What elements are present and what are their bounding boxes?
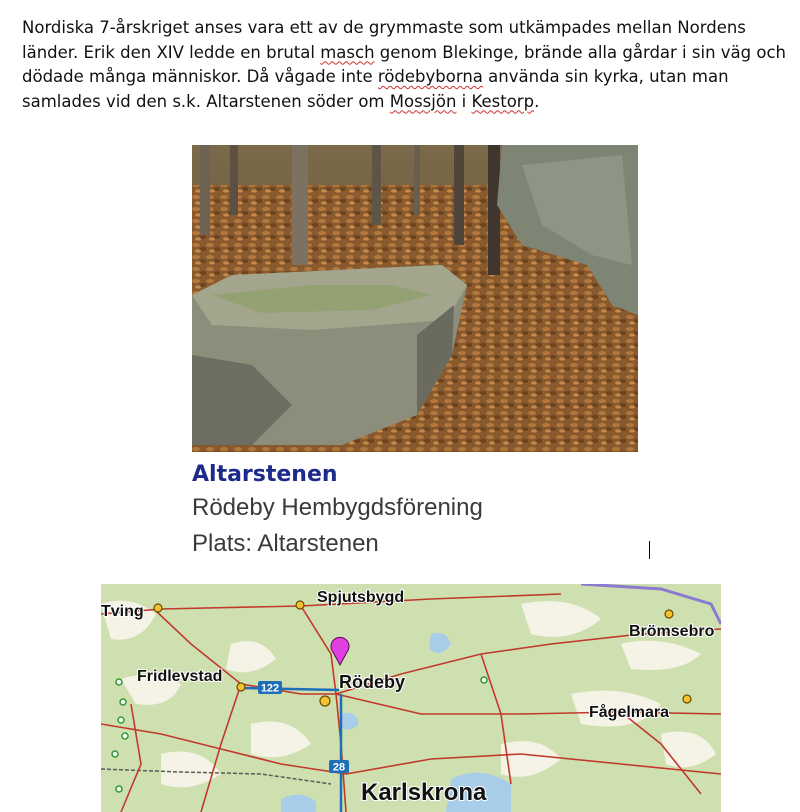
map-label-karlskrona: Karlskrona — [361, 779, 487, 806]
photo-caption-title[interactable]: Altarstenen — [192, 462, 338, 487]
misspelled-word[interactable]: Kestorp — [471, 91, 535, 111]
misspelled-word[interactable]: masch — [320, 42, 375, 62]
road-number-122: 122 — [260, 682, 280, 695]
photo-caption-organization: Rödeby Hembygdsförening — [192, 494, 483, 521]
text-cursor — [649, 541, 650, 559]
paragraph-text: i — [456, 91, 472, 111]
article-paragraph — [22, 16, 792, 114]
map-label-fagelmara: Fågelmara — [589, 704, 670, 721]
location-map[interactable] — [101, 584, 721, 812]
map-label-fridlevstad: Fridlevstad — [137, 668, 223, 685]
map-label-bromsebro: Brömsebro — [629, 623, 715, 640]
photo-caption-place: Plats: Altarstenen — [192, 530, 379, 557]
paragraph-text: använda sin kyrka, utan man samlades vid den s.k. Altarstenen söder om — [22, 67, 729, 111]
paragraph-text: . — [534, 91, 540, 111]
paragraph-text: genom Blekinge, brände alla gårdar i sin väg och dödade många människor. Då vågade inte — [22, 42, 786, 86]
road-number-28: 28 — [332, 761, 346, 774]
map-label-rodeby: Rödeby — [339, 672, 406, 692]
map-label-spjutsbygd: Spjutsbygd — [317, 589, 405, 606]
photo-illustration — [192, 145, 638, 452]
map-canvas — [101, 584, 721, 812]
misspelled-word[interactable]: Mossjön — [389, 91, 457, 111]
altarstenen-photo[interactable] — [192, 145, 638, 452]
misspelled-word[interactable]: rödebyborna — [377, 67, 483, 86]
map-label-tving: Tving — [101, 603, 144, 620]
paragraph-text: Nordiska 7-årskriget anses vara ett av de grymmaste som utkämpades mellan Nordens länder. Erik den XIV ledde en brutal — [22, 18, 746, 62]
